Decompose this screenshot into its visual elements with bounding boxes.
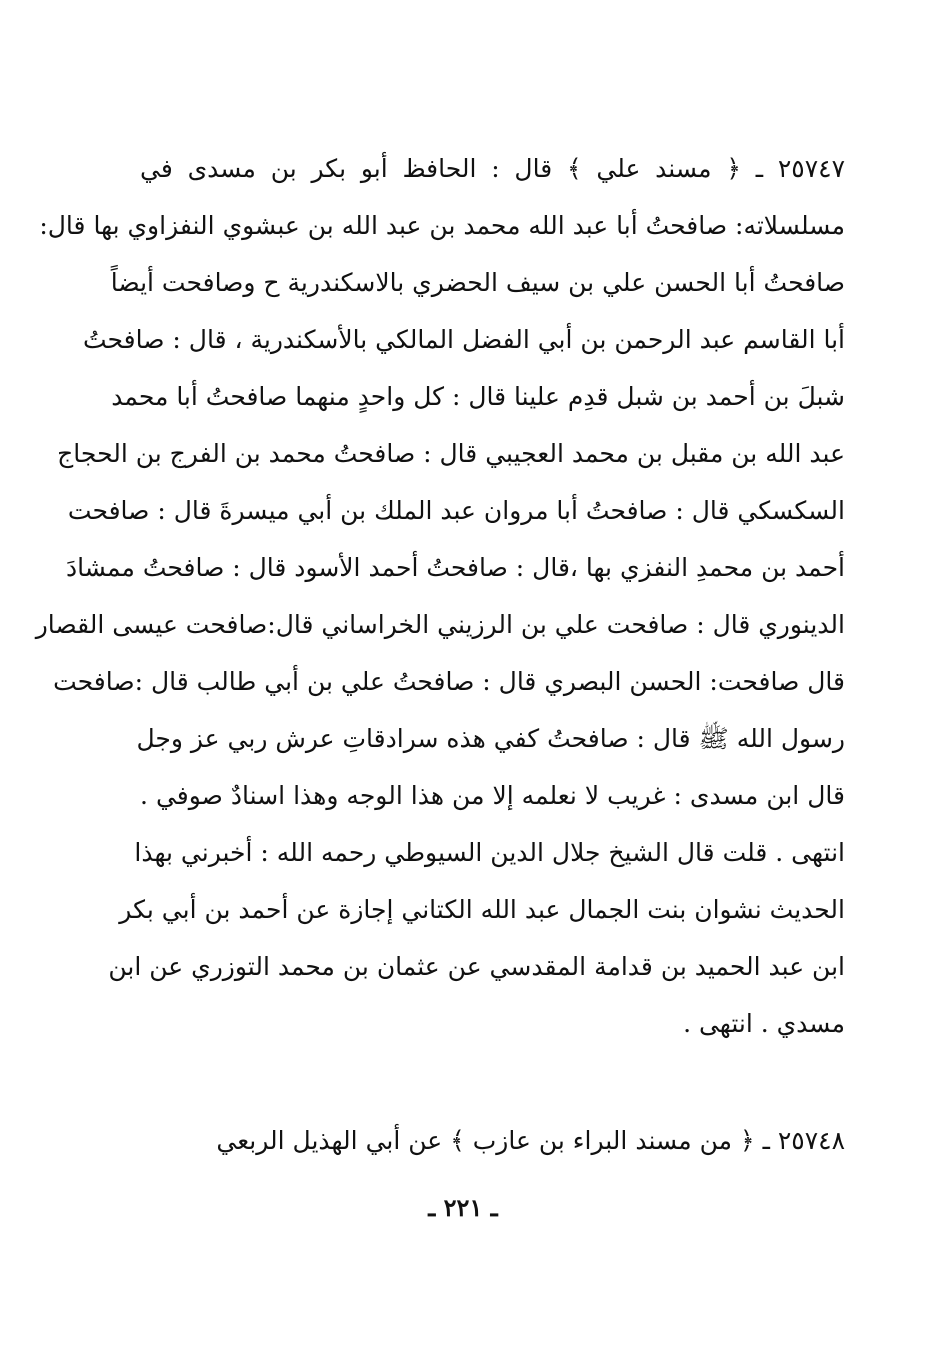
text-line: ابن عبد الحميد بن قدامة المقدسي عن عثمان بن محمد التوزري عن ابن bbox=[108, 952, 845, 981]
text-line: أحمد بن محمدِ النفزي بها ،قال : صافحتُ أحمد الأسود قال : صافحتُ ممشادَ bbox=[65, 553, 845, 582]
text-line: رسول الله ﷺ قال : صافحتُ كفي هذه سرادقاتِ عرش ربي عز وجل bbox=[136, 724, 845, 753]
text-line: شبلَ بن أحمد بن شبل قدِم علينا قال : كل واحدٍ منهما صافحتُ أبا محمد bbox=[111, 382, 845, 411]
hadith-entry-25748 bbox=[140, 1112, 845, 1169]
text-line: ٢٥٧٤٧ ـ ﴿ مسند علي ﴾ قال : الحافظ أبو بكر بن مسدى في bbox=[140, 154, 845, 183]
text-line: انتهى . قلت قال الشيخ جلال الدين السيوطي رحمه الله : أخبرني بهذا bbox=[134, 838, 845, 867]
text-line: قال صافحت: الحسن البصري قال : صافحتُ علي بن أبي طالب قال :صافحت bbox=[53, 667, 845, 696]
text-line: السكسكي قال : صافحتُ أبا مروان عبد الملك بن أبي ميسرةَ قال : صافحت bbox=[67, 496, 845, 525]
text-line: الدينوري قال : صافحت علي بن الرزيني الخراساني قال:صافحت عيسى القصار bbox=[35, 610, 845, 639]
text-line: مسلسلاته: صافحتُ أبا عبد الله محمد بن عبد الله بن عبشوي النفزاوي بها قال: bbox=[39, 211, 845, 240]
page-number: ـ ٢٢١ ـ bbox=[428, 1193, 498, 1222]
hadith-entry-25747 bbox=[35, 140, 845, 1052]
text-line: صافحتُ أبا الحسن علي بن سيف الحضري بالاسكندرية ح وصافحت أيضاً bbox=[110, 268, 845, 297]
text-line: ٢٥٧٤٨ ـ ﴿ من مسند البراء بن عازب ﴾ عن أبي الهذيل الربعي bbox=[216, 1126, 845, 1155]
text-line: عبد الله بن مقبل بن محمد العجيبي قال : صافحتُ محمد بن الفرج بن الحجاج bbox=[57, 439, 845, 468]
text-line: أبا القاسم عبد الرحمن بن أبي الفضل المالكي بالأسكندرية ، قال : صافحتُ bbox=[82, 325, 845, 354]
text-line: الحديث نشوان بنت الجمال عبد الله الكتاني إجازة عن أحمد بن أبي بكر bbox=[119, 895, 845, 924]
text-line: قال ابن مسدى : غريب لا نعلمه إلا من هذا الوجه وهذا اسنادٌ صوفي . bbox=[140, 781, 845, 810]
text-line: مسدي . انتهى . bbox=[683, 1009, 845, 1038]
